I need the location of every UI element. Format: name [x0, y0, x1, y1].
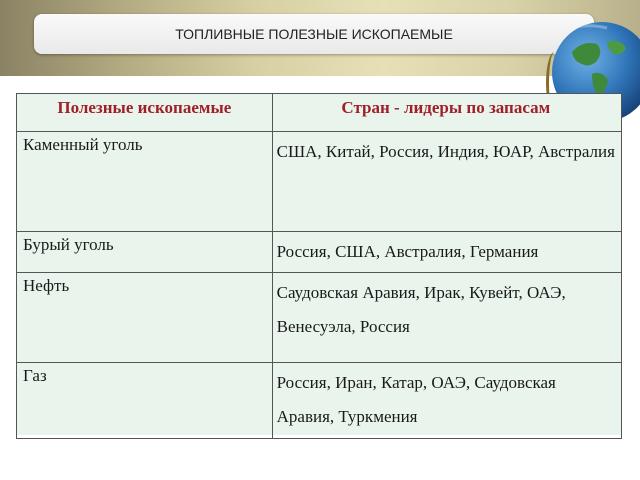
countries-cell: Саудовская Аравия, Ирак, Кувейт, ОАЭ, Венесуэла, Россия [272, 273, 621, 363]
slide-title-bar [34, 14, 594, 54]
table-header-row [17, 94, 622, 132]
mineral-cell: Газ [17, 363, 273, 439]
mineral-cell: Бурый уголь [17, 232, 273, 273]
table-row [17, 232, 622, 273]
header-minerals: Полезные ископаемые [17, 94, 273, 132]
table-row [17, 363, 622, 439]
minerals-table-container [16, 93, 622, 435]
table-row [17, 273, 622, 363]
mineral-cell: Нефть [17, 273, 273, 363]
minerals-table [16, 93, 622, 439]
header-leader-countries: Стран - лидеры по запасам [272, 94, 621, 132]
countries-cell: Россия, США, Австралия, Германия [272, 232, 621, 273]
countries-cell: Россия, Иран, Катар, ОАЭ, Саудовская Аравия, Туркмения [272, 363, 621, 439]
mineral-cell: Каменный уголь [17, 132, 273, 232]
slide-title: ТОПЛИВНЫЕ ПОЛЕЗНЫЕ ИСКОПАЕМЫЕ [175, 26, 453, 42]
table-row [17, 132, 622, 232]
countries-cell: США, Китай, Россия, Индия, ЮАР, Австралия [272, 132, 621, 232]
